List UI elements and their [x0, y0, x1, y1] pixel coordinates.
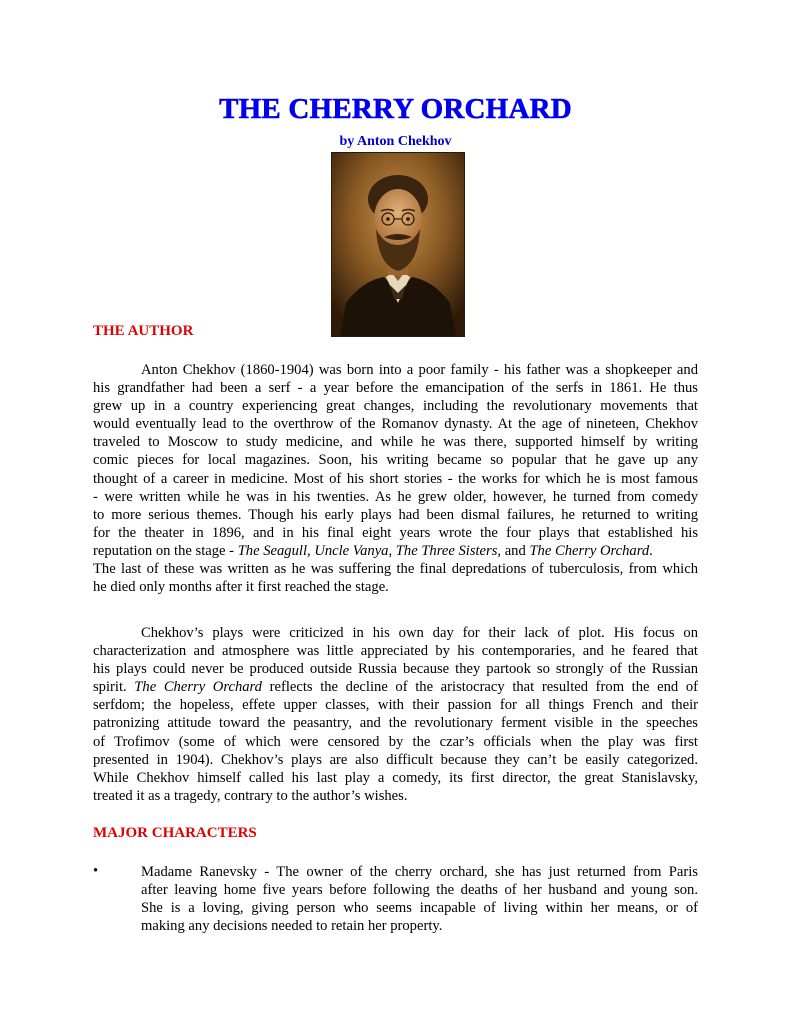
- play-title: The Seagull: [237, 542, 308, 559]
- paragraph-line: he died only months after it first reached the stage.: [93, 579, 389, 596]
- paragraph-line: comic pieces for local magazines. Soon, his writing became so popular that he gave up any: [93, 452, 698, 469]
- character-line: making any decisions needed to retain her property.: [141, 918, 443, 935]
- characters-heading: MAJOR CHARACTERS: [93, 825, 257, 841]
- paragraph-line: The last of these was written as he was suffering the final depredations of tuberculosis, from which: [93, 561, 698, 578]
- separator: ,: [388, 542, 396, 559]
- paragraph-line: - were written while he was in his twenties. As he grew older, however, he turned from comedy: [93, 488, 698, 505]
- character-line: after leaving home five years before following the deaths of her husband and young son.: [141, 882, 698, 899]
- paragraph-line: his grandfather had been a serf - a year before the emancipation of the serfs in 1861. He thus: [93, 380, 698, 397]
- document-subtitle: by Anton Chekhov: [339, 134, 452, 149]
- paragraph-line: While Chekhov himself called his last play a comedy, its first director, the great Stanislavsky,: [93, 769, 698, 786]
- paragraph-line: of Trofimov (some of which were censored by the czar’s officials when the play was first: [93, 733, 698, 750]
- paragraph-line-spirit: [93, 678, 698, 696]
- paragraph-line: Chekhov’s plays were criticized in his own day for their lack of plot. His focus on: [141, 625, 698, 641]
- play-title: The Three Sisters: [395, 542, 498, 559]
- character-line: Madame Ranevsky - The owner of the cherry orchard, she has just returned from Paris: [141, 864, 698, 880]
- paragraph-line: serfdom; the hopeless, effete upper classes, with their passion for all things French and their: [93, 697, 698, 714]
- paragraph-line: his plays could never be produced outside Russia because they partook so strongly of the Russian: [93, 661, 698, 678]
- author-paragraph-2: [93, 624, 698, 805]
- character-item-ranevsky: [141, 863, 698, 935]
- paragraph-line: presented in 1904). Chekhov’s plays are also difficult because they can’t be easily categorized.: [93, 751, 698, 768]
- play-title: The Cherry Orchard: [134, 679, 262, 696]
- paragraph-line: patronizing attitude toward the peasantry, and the revolutionary ferment visible in the speeches: [93, 715, 698, 732]
- document-title: THE CHERRY ORCHARD: [219, 93, 572, 125]
- plays-intro: reputation on the stage -: [93, 542, 238, 559]
- separator: , and: [497, 542, 530, 559]
- bullet-icon: •: [93, 863, 99, 879]
- play-title: The Cherry Orchard: [529, 542, 650, 559]
- spirit-rest: reflects the decline of the aristocracy that resulted from the end of: [261, 679, 698, 696]
- author-heading: THE AUTHOR: [93, 323, 194, 339]
- paragraph-line: for the theater in 1896, and in his final eight years wrote the four plays that established his: [93, 524, 698, 541]
- author-paragraph-1: [93, 361, 698, 596]
- paragraph-line-plays: [93, 542, 698, 560]
- spirit-intro: spirit.: [93, 679, 135, 696]
- paragraph-line: characterization and atmosphere was little appreciated by his contemporaries, and he feared that: [93, 643, 698, 660]
- paragraph-line: grew up in a country experiencing great changes, including the revolutionary movements that: [93, 398, 698, 415]
- author-portrait-icon: [332, 153, 464, 336]
- paragraph-line: traveled to Moscow to study medicine, and while he was there, supported himself by writing: [93, 434, 698, 451]
- play-title: Uncle Vanya: [314, 542, 389, 559]
- separator: .: [649, 542, 653, 559]
- character-line: She is a loving, giving person who seems incapable of living within her means, or of: [141, 900, 698, 917]
- paragraph-line: Anton Chekhov (1860-1904) was born into a poor family - his father was a shopkeeper and: [141, 362, 698, 378]
- paragraph-line: treated it as a tragedy, contrary to the author’s wishes.: [93, 787, 408, 804]
- paragraph-line: to more serious themes. Though his early plays had been dismal failures, he returned to writing: [93, 506, 698, 523]
- author-portrait: [331, 152, 465, 337]
- separator: ,: [307, 542, 315, 559]
- paragraph-line: would eventually lead to the overthrow of the Romanov dynasty. At the age of nineteen, Chekhov: [93, 416, 698, 433]
- paragraph-line: thought of a career in medicine. Most of his short stories - the works for which he is most famous: [93, 470, 698, 487]
